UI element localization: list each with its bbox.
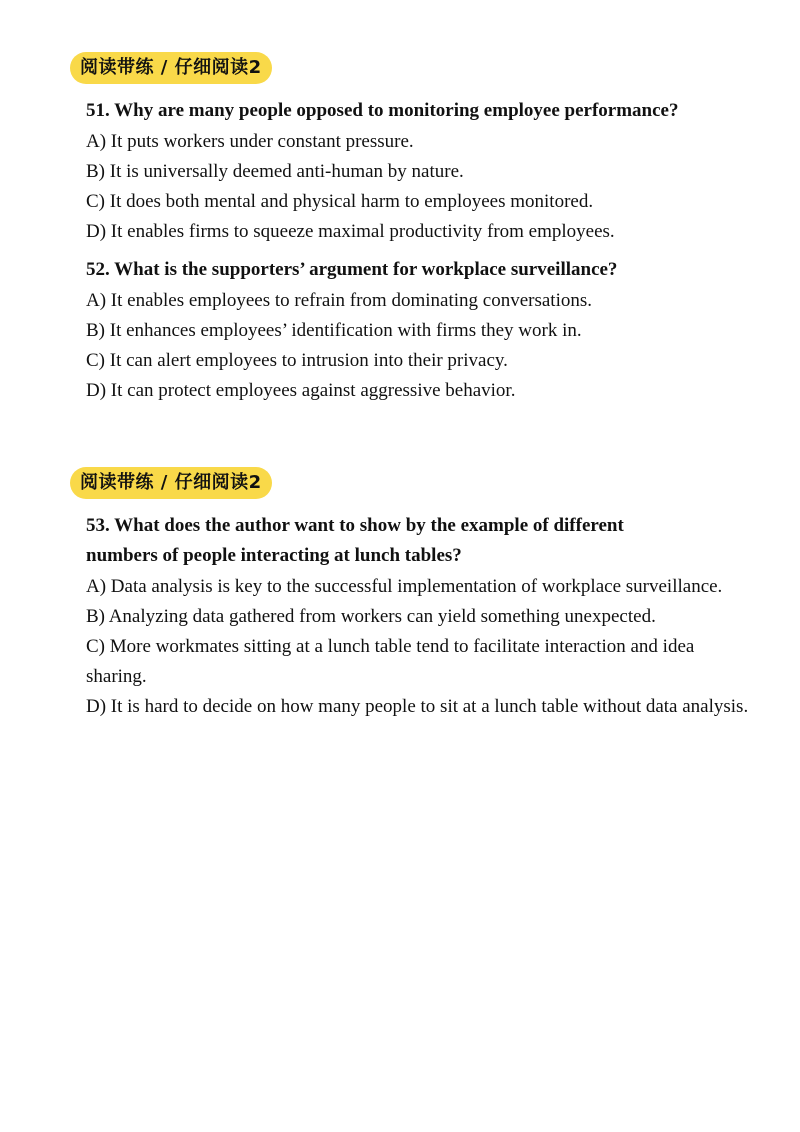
section-reading-practice-2	[70, 467, 750, 722]
question-52-stem: 52. What is the supporters’ argument for workplace surveillance?	[86, 259, 618, 280]
question-53-option-c: C) More workmates sitting at a lunch table tend to facilitate interaction and idea sharing.	[86, 636, 695, 687]
question-list	[70, 96, 750, 406]
question-53-stem-line-1: 53. What does the author want to show by the example of different	[86, 515, 624, 536]
question-51-stem: 51. Why are many people opposed to monitoring employee performance?	[86, 100, 679, 121]
question-51-option-c: C) It does both mental and physical harm to employees monitored.	[86, 191, 594, 212]
question-53-option-a: A) Data analysis is key to the successful implementation of workplace surveillance.	[86, 576, 723, 597]
question-51-option-d: D) It enables firms to squeeze maximal productivity from employees.	[86, 221, 615, 242]
section-badge: 阅读带练 / 仔细阅读2	[70, 52, 272, 84]
question-52-option-c: C) It can alert employees to intrusion into their privacy.	[86, 350, 508, 371]
question-list	[70, 511, 750, 722]
question-52-option-d: D) It can protect employees against aggressive behavior.	[86, 380, 516, 401]
question-53-option-b: B) Analyzing data gathered from workers can yield something unexpected.	[86, 606, 656, 627]
section-reading-practice-1	[70, 52, 750, 406]
question-52-option-b: B) It enhances employees’ identification with firms they work in.	[86, 320, 582, 341]
section-badge: 阅读带练 / 仔细阅读2	[70, 467, 272, 499]
question-51-option-a: A) It puts workers under constant pressure.	[86, 131, 414, 152]
question-53-option-d: D) It is hard to decide on how many people to sit at a lunch table without data analysis.	[86, 696, 749, 717]
question-51-option-b: B) It is universally deemed anti-human by nature.	[86, 161, 464, 182]
question-53-stem-line-2: numbers of people interacting at lunch tables?	[86, 545, 462, 566]
question-52-option-a: A) It enables employees to refrain from dominating conversations.	[86, 290, 592, 311]
